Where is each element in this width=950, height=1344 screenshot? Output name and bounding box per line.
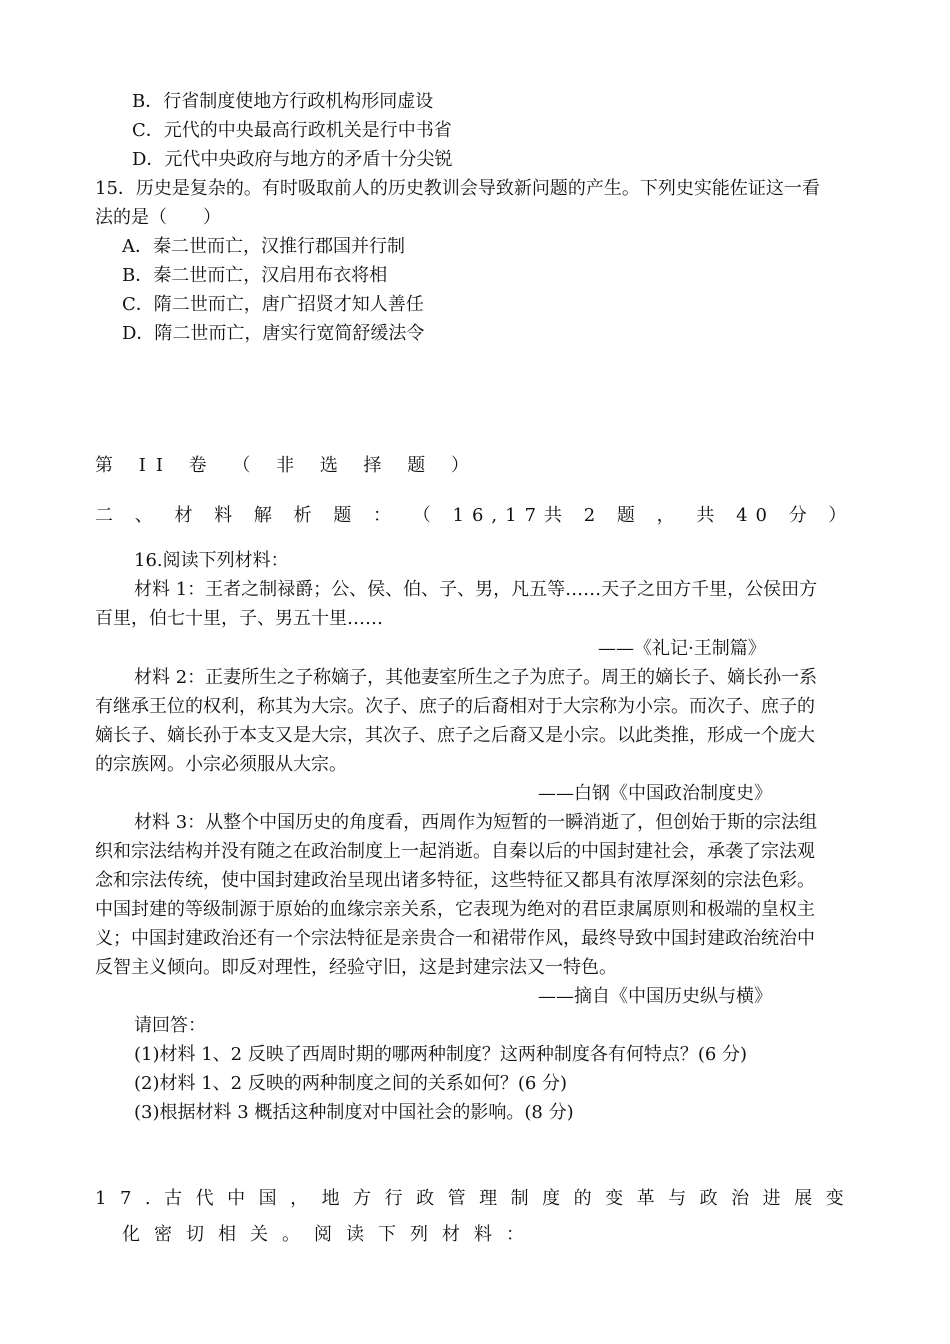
q16-material3-source: ——摘自《中国历史纵与横》 — [538, 986, 772, 1007]
q15-option-a: A．秦二世而亡，汉推行郡国并行制 — [122, 236, 405, 257]
q16-material1-line2: 百里，伯七十里，子、男五十里…… — [95, 608, 383, 629]
q16-answer-prompt: 请回答： — [134, 1015, 206, 1036]
q14-option-c: C．元代的中央最高行政机关是行中书省 — [132, 120, 452, 141]
q16-intro: 16.阅读下列材料： — [134, 550, 289, 571]
q16-material1-line1: 材料 1：王者之制禄爵；公、侯、伯、子、男，凡五等……天子之田方千里，公侯田方 — [134, 579, 818, 600]
q16-subquestion-2: (2)材料 1、2 反映的两种制度之间的关系如何？(6 分) — [134, 1073, 568, 1094]
q16-subquestion-3: (3)根据材料 3 概括这种制度对中国社会的影响。(8 分) — [134, 1102, 574, 1123]
section-heading: 二 、 材 料 解 析 题 ： （ 16,17共 2 题 ， 共 40 分 ） — [95, 505, 855, 526]
q16-material3-line5: 义；中国封建政治还有一个宗法特征是亲贵合一和裙带作风，最终导致中国封建政治统治中 — [95, 928, 815, 949]
q14-option-b: B．行省制度使地方行政机构形同虚设 — [132, 91, 434, 112]
q16-subquestion-1: (1)材料 1、2 反映了西周时期的哪两种制度？这两种制度各有何特点？(6 分) — [134, 1044, 748, 1065]
q16-material3-line4: 中国封建的等级制源于原始的血缘宗亲关系，它表现为绝对的君臣隶属原则和极端的皇权主 — [95, 899, 815, 920]
q16-material3-line3: 念和宗法传统，使中国封建政治呈现出诸多特征，这些特征又都具有浓厚深刻的宗法色彩。 — [95, 870, 815, 891]
q15-option-c: C．隋二世而亡，唐广招贤才知人善任 — [122, 294, 424, 315]
q17-stem-line2: 化密切相关。阅读下列材料： — [122, 1224, 538, 1245]
q14-option-d: D．元代中央政府与地方的矛盾十分尖锐 — [132, 149, 453, 170]
q15-option-d: D．隋二世而亡，唐实行宽简舒缓法令 — [122, 323, 425, 344]
q16-material2-line4: 的宗族网。小宗必须服从大宗。 — [95, 754, 347, 775]
q16-material3-line1: 材料 3：从整个中国历史的角度看，西周作为短暂的一瞬消逝了，但创始于斯的宗法组 — [134, 812, 818, 833]
volume-heading: 第 II 卷 （ 非 选 择 题 ） — [95, 455, 479, 476]
q16-material2-line1: 材料 2：正妻所生之子称嫡子，其他妻室所生之子为庶子。周王的嫡长子、嫡长孙一系 — [134, 667, 818, 688]
q15-stem-line2: 法的是（ ） — [95, 207, 221, 228]
q17-stem-line1: 17.古代中国，地方行政管理制度的变革与政治进展变 — [95, 1188, 858, 1209]
q16-material2-source: ——白钢《中国政治制度史》 — [538, 783, 772, 804]
q16-material3-line6: 反智主义倾向。即反对理性，经验守旧，这是封建宗法又一特色。 — [95, 957, 617, 978]
q16-material1-source: ——《礼记·王制篇》 — [598, 638, 766, 659]
q15-stem-line1: 15．历史是复杂的。有时吸取前人的历史教训会导致新问题的产生。下列史实能佐证这一看 — [95, 178, 820, 199]
q16-material3-line2: 织和宗法结构并没有随之在政治制度上一起消逝。自秦以后的中国封建社会，承袭了宗法观 — [95, 841, 815, 862]
q16-material2-line3: 嫡长子、嫡长孙于本支又是大宗，其次子、庶子之后裔又是小宗。以此类推，形成一个庞大 — [95, 725, 815, 746]
q16-material2-line2: 有继承王位的权利，称其为大宗。次子、庶子的后裔相对于大宗称为小宗。而次子、庶子的 — [95, 696, 815, 717]
q15-option-b: B．秦二世而亡，汉启用布衣将相 — [122, 265, 388, 286]
